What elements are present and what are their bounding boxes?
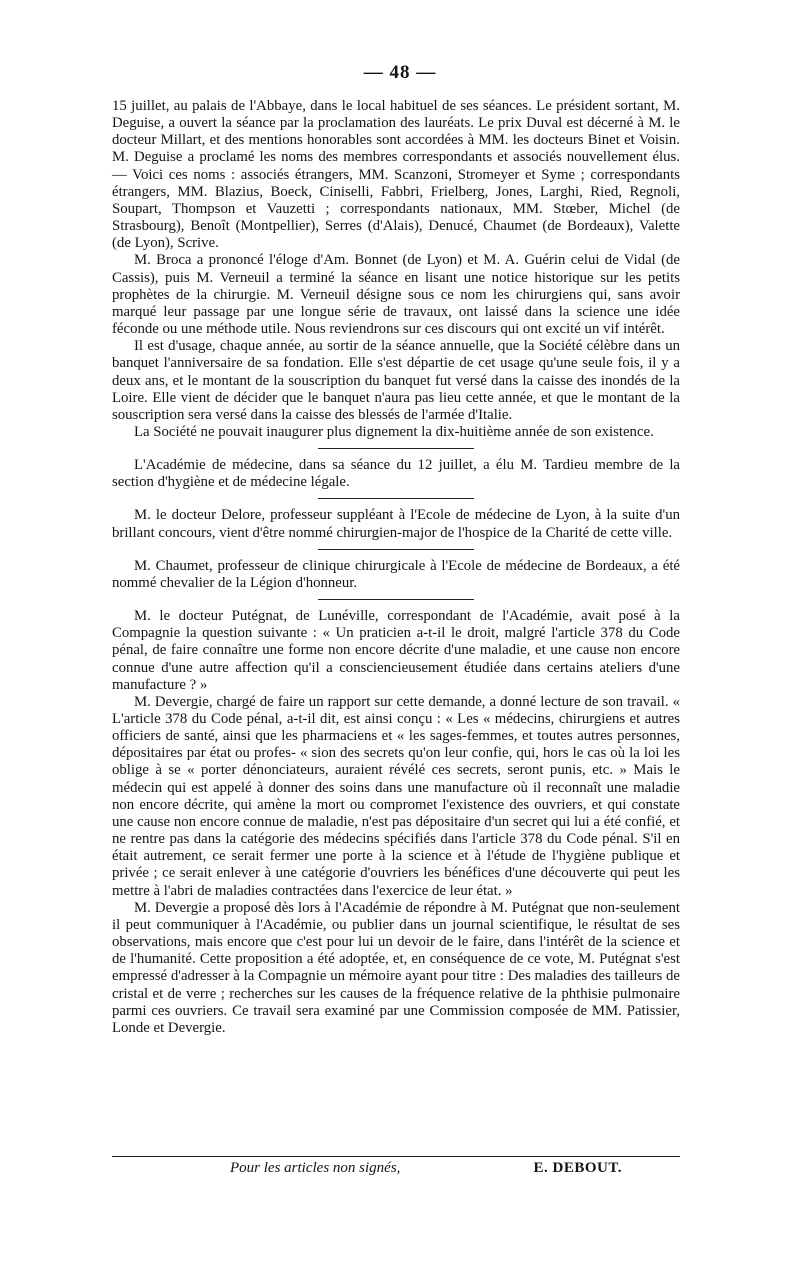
section-divider [318, 599, 474, 600]
signature-label: Pour les articles non signés, [230, 1160, 401, 1176]
paragraph-chaumet: M. Chaumet, professeur de clinique chirurgicale à l'Ecole de médecine de Bordeaux, a été nommé chevalier de la Légion d'honneur. [112, 557, 680, 591]
section-divider [318, 448, 474, 449]
paragraph-eighteenth-year: La Société ne pouvait inaugurer plus dignement la dix-huitième année de son existence. [134, 423, 654, 440]
paragraph-banquet: Il est d'usage, chaque année, au sortir de la séance annuelle, que la Société célèbre dans un banquet l'anniversaire de sa fondation. Elle s'est départie de cet usage qu'une seule fois, il y a deux ans, et le montant de la souscription du banquet fut versé dans la caisse des inondés de la Loire. Elle vient de décider que le banquet n'aura pas lieu cette année, et que le montant de la souscription sera versé dans la caisse des blessés de l'armée d'Italie. [112, 338, 680, 423]
paragraph-putegnat-question: M. le docteur Putégnat, de Lunéville, correspondant de l'Académie, avait posé à la Compagnie la question suivante : « Un praticien a-t-il le droit, malgré l'article 378 du Code pénal, de faire connaître une forme non encore décrite d'une maladie, et une cause non encore connue d'une autre affection qu'il a consciencieusement étudiée dans certains ateliers d'une manufacture ? » [112, 608, 680, 693]
paragraph-society-session: 15 juillet, au palais de l'Abbaye, dans le local habituel de ses séances. Le président sortant, M. Deguise, a ouvert la séance par la proclamation des lauréats. Le prix Duval est décerné à M. le docteur Millart, et des mentions honorables sont accordées à MM. les docteurs Binet et Voisin. M. Deguise a proclamé les noms des membres correspondants et associés nouvellement élus. — Voici ces noms : associés étrangers, MM. Scanzoni, Stromeyer et Syme ; correspondants étrangers, MM. Blazius, Boeck, Ciniselli, Fabbri, Frielberg, Jones, Larghi, Ried, Regnoli, Soupart, Thompson et Vauzetti ; correspondants nationaux, MM. Stœber, Michel (de Strasbourg), Benoît (Montpellier), Serres (d'Alais), Denucé, Chaumet (de Bordeaux), Valette (de Lyon), Scrive. [112, 98, 680, 252]
paragraph-delore: M. le docteur Delore, professeur suppléant à l'Ecole de médecine de Lyon, à la suite d'un brillant concours, vient d'être nommé chirurgien-major de l'hospice de la Charité de cette ville. [112, 507, 680, 541]
paragraph-broca-eloge: M. Broca a prononcé l'éloge d'Am. Bonnet (de Lyon) et M. A. Guérin celui de Vidal (de Cassis), puis M. Verneuil a terminé la séance en lisant une notice historique sur les petits prophètes de la chirurgie. M. Verneuil désigne sous ce nom les chirurgiens qui, sans avoir marqué leur passage par une longue série de travaux, ont laissé dans la science une idée féconde ou une méthode utile. Nous reviendrons sur ces discours qui ont excité un vif intérêt. [112, 252, 680, 338]
section-divider [318, 549, 474, 550]
section-divider [318, 498, 474, 499]
signature-name: E. DEBOUT. [533, 1160, 622, 1176]
paragraph-devergie-proposal: M. Devergie a proposé dès lors à l'Académie de répondre à M. Putégnat que non-seulement il peut communiquer à l'Académie, ou publier dans un journal scientifique, le résultat de ses observations, mais encore que c'est pour lui un devoir de le faire, dans l'intérêt de la science et de l'humanité. Cette proposition a été adoptée, et, en conséquence de ce vote, M. Putégnat s'est empressé d'adresser à la Compagnie un mémoire ayant pour titre : Des maladies des tailleurs de cristal et de verre ; recherches sur les causes de la fréquence relative de la phthisie pulmonaire parmi ces ouvriers. Ce travail sera examiné par une Commission composée de MM. Patissier, Londe et Devergie. [112, 899, 680, 1036]
paragraph-tardieu: L'Académie de médecine, dans sa séance du 12 juillet, a élu M. Tardieu membre de la section d'hygiène et de médecine légale. [112, 457, 680, 491]
text-column [112, 98, 680, 1037]
page-number: — 48 — [363, 62, 437, 83]
signature-block [112, 1156, 680, 1177]
paragraph-devergie-report: M. Devergie, chargé de faire un rapport sur cette demande, a donné lecture de son travail. « L'article 378 du Code pénal, a-t-il dit, est ainsi conçu : « Les « médecins, chirurgiens et autres officiers de santé, ainsi que les pharmaciens et « les sages-femmes, et toutes autres personnes, dépositaires par état ou profes- « sion des secrets qu'on leur confie, qui, hors le cas où la loi les oblige à se « porter dénonciateurs, auraient révélé ces secrets, seront punis, etc. » Mais le médecin qui est appelé à donner des soins dans une manufacture où il reconnaît une maladie non encore décrite, qui amène la mort ou compromet l'existence des ouvriers, et qui constate une cause non encore connue de maladie, n'est pas dépositaire d'un secret qui lui a été confié, et ne rentre pas dans la catégorie des médecins spécifiés dans l'article 378 du Code pénal. S'il en était autrement, ce serait fermer une porte à la science et à l'étude de l'hygiène publique et privée ; ce serait enlever à une catégorie d'ouvriers les bénéfices d'une découverte qui peut les mettre à l'abri de maladies contractées dans l'exercice de leur état. » [112, 693, 680, 899]
